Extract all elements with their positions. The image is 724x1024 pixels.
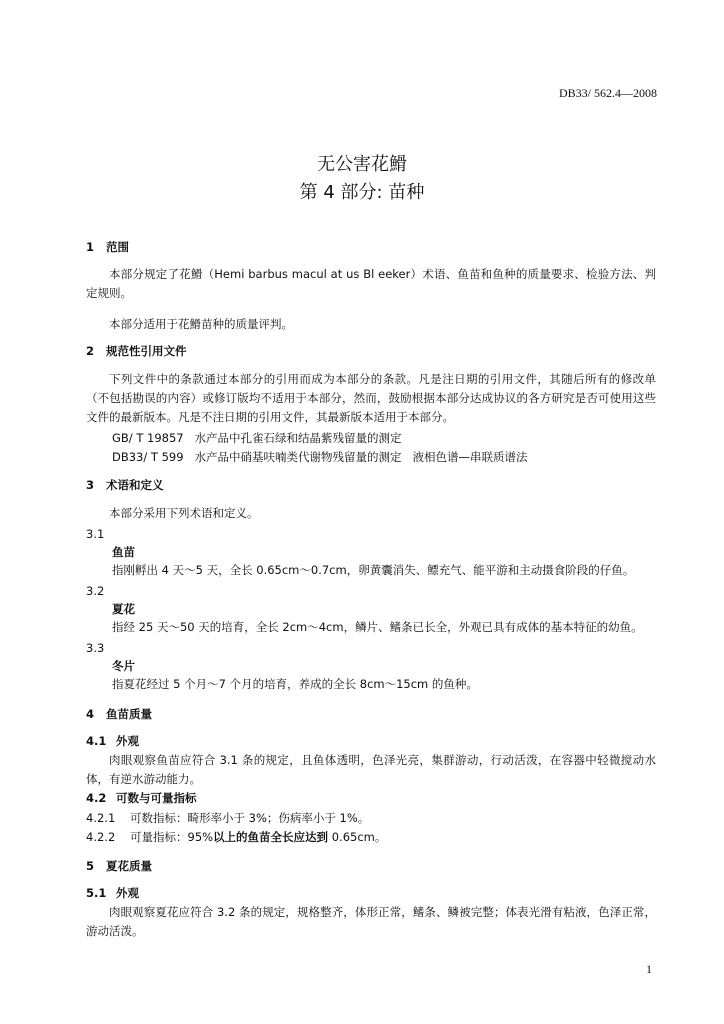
section-title: 鱼苗质量: [106, 707, 152, 721]
clause-text-b: 以上的鱼苗全长应达到: [213, 830, 329, 844]
definition-3-2-term: 夏花: [112, 602, 135, 616]
clause-text-c: 0.65cm。: [328, 830, 387, 844]
clause-number: 4.2.1: [86, 811, 116, 825]
subsection-number: 4.2: [86, 791, 107, 805]
subsection-title: 外观: [116, 734, 139, 748]
section-title: 夏花质量: [106, 859, 152, 873]
section-2-heading: [86, 344, 187, 359]
section-number: 2: [86, 344, 95, 358]
clause-text-a: 可量指标：95%: [130, 830, 214, 844]
normative-reference-2: DB33/ T 599 水产品中硝基呋喃类代谢物残留量的测定 液相色谱—串联质谱法: [112, 450, 528, 464]
subsection-4-1-heading: [86, 734, 139, 749]
section-1-paragraph-1: 本部分规定了花䱻（Hemi barbus macul at us Bl eeker）术语、鱼苗和鱼种的质量要求、检验方法、判定规则。: [86, 267, 656, 300]
definition-3-1-term: 鱼苗: [112, 545, 135, 559]
section-title: 术语和定义: [106, 478, 164, 492]
section-number: 3: [86, 478, 95, 492]
definition-3-3-number: 3.3: [86, 641, 105, 655]
clause-4-2-2: [86, 830, 386, 845]
page-number: 1: [646, 962, 652, 976]
clause-4-2-1: [86, 811, 369, 826]
subsection-number: 5.1: [86, 886, 107, 900]
subsection-4-1-text: 肉眼观察鱼苗应符合 3.1 条的规定，且鱼体透明，色泽光亮，集群游动，行动活泼，在容器中轻微搅动水体，有逆水游动能力。: [86, 753, 656, 786]
subsection-5-1-heading: [86, 886, 139, 901]
section-number: 5: [86, 859, 95, 873]
section-title: 范围: [106, 240, 129, 254]
definition-3-1-text: 指刚孵出 4 天～5 天，全长 0.65cm～0.7cm，卵黄囊消失、鳔充气、能平游和主动摄食阶段的仔鱼。: [112, 563, 635, 577]
section-1-heading: [86, 240, 129, 255]
definition-3-1-number: 3.1: [86, 527, 105, 541]
section-number: 4: [86, 707, 95, 721]
definition-3-3-term: 冬片: [112, 659, 135, 673]
definition-3-2-number: 3.2: [86, 584, 105, 598]
subsection-number: 4.1: [86, 734, 107, 748]
normative-reference-1: GB/ T 19857 水产品中孔雀石绿和结晶紫残留量的测定: [112, 431, 402, 445]
clause-number: 4.2.2: [86, 830, 116, 844]
section-1-paragraph-2: 本部分适用于花䱻苗种的质量评判。: [109, 317, 293, 331]
section-3-intro: 本部分采用下列术语和定义。: [109, 506, 259, 520]
clause-text: 可数指标：畸形率小于 3%；伤病率小于 1%。: [130, 811, 370, 825]
section-title: 规范性引用文件: [106, 344, 187, 358]
section-5-heading: [86, 859, 152, 874]
subsection-4-2-heading: [86, 791, 197, 806]
subsection-title: 可数与可量指标: [116, 791, 197, 805]
doc-title: 无公害花䱻: [317, 154, 407, 175]
subsection-5-1-text: 肉眼观察夏花应符合 3.2 条的规定，规格整齐，体形正常，鳍条、鳞被完整；体表光滑有粘液，色泽正常，游动活泼。: [86, 905, 656, 938]
definition-3-2-text: 指经 25 天～50 天的培育，全长 2cm～4cm，鳞片、鳍条已长全，外观已具有成体的基本特征的幼鱼。: [112, 620, 643, 634]
standard-code: DB33/ 562.4—2008: [558, 86, 657, 100]
doc-subtitle: 第 4 部分: 苗种: [299, 182, 425, 203]
section-3-heading: [86, 478, 164, 493]
section-4-heading: [86, 707, 152, 722]
definition-3-3-text: 指夏花经过 5 个月～7 个月的培育，养成的全长 8cm～15cm 的鱼种。: [112, 677, 478, 691]
section-number: 1: [86, 240, 95, 254]
section-2-paragraph: 下列文件中的条款通过本部分的引用而成为本部分的条款。凡是注日期的引用文件，其随后所有的修改单（不包括勘误的内容）或修订版均不适用于本部分，然而，鼓励根据本部分达成协议的各方研究是否可使用这些文件的最新版本。凡是不注日期的引用文件，其最新版本适用于本部分。: [86, 372, 656, 424]
subsection-title: 外观: [116, 886, 139, 900]
